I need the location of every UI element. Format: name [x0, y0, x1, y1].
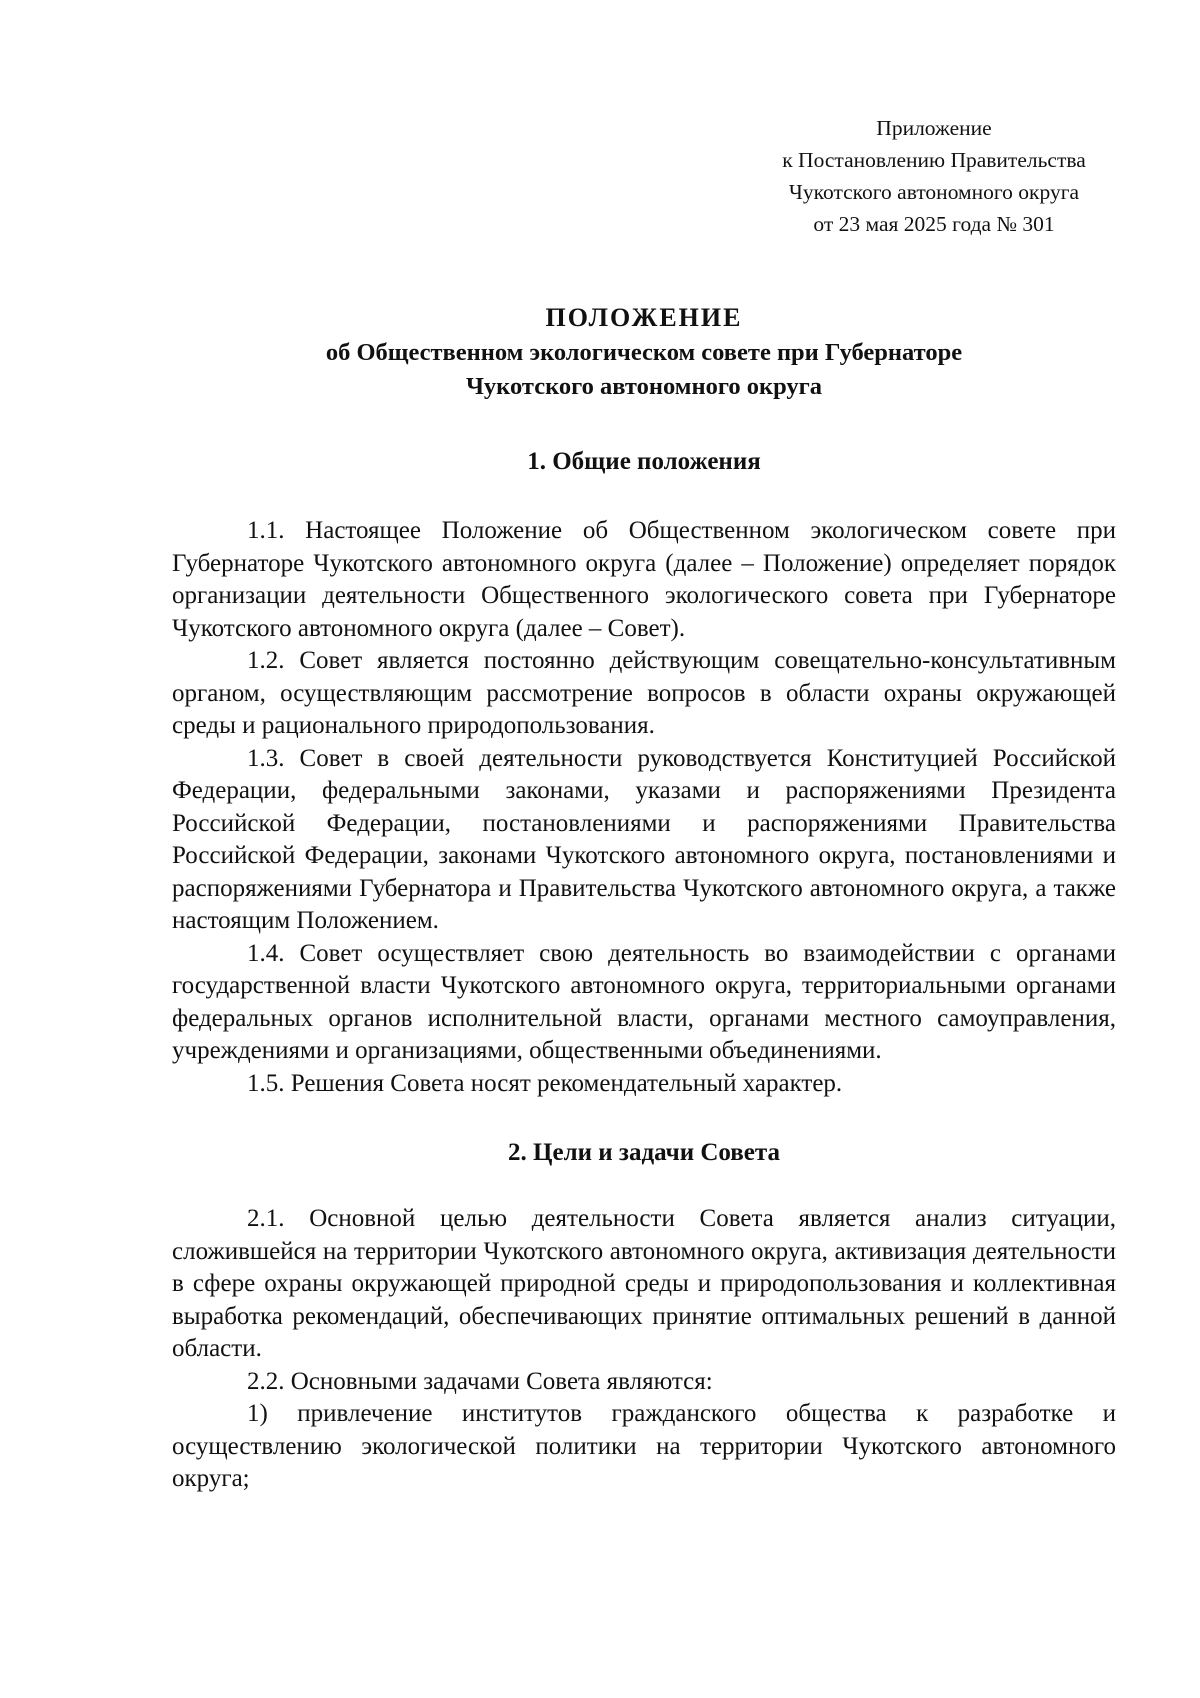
paragraph: 2.2. Основными задачами Совета являются: [247, 1367, 713, 1395]
paragraph: 1.2. Совет является постоянно действующим совещательно-консультативным органом, осуществляющим рассмотрение вопросов в области охраны окружающей среды и рационального природопользования. [172, 647, 1116, 739]
appendix-line: от 23 мая 2025 года № 301 [813, 212, 1055, 236]
paragraph: 1.1. Настоящее Положение об Общественном экологическом совете при Губернаторе Чукотского автономного округа (далее – Положение) определяет порядок организации деятельности Общественного экологического совета при Губернаторе Чукотского автономного округа (далее – Совет). [172, 517, 1116, 642]
paragraph: 2.1. Основной целью деятельности Совета является анализ ситуации, сложившейся на территории Чукотского автономного округа, активизация деятельности в сфере охраны окружающей природной среды и природопользования и коллективная выработка рекомендаций, обеспечивающих принятие оптимальных решений в данной области. [172, 1205, 1116, 1362]
section-heading: 1. Общие положения [527, 448, 761, 475]
appendix-line: к Постановлению Правительства [782, 148, 1086, 172]
document-title-block [172, 300, 1116, 404]
appendix-line: Чукотского автономного округа [788, 180, 1080, 204]
paragraph: 1.5. Решения Совета носят рекомендательный характер. [247, 1069, 843, 1097]
paragraph: 1.4. Совет осуществляет свою деятельность во взаимодействии с органами государственной власти Чукотского автономного округа, территориальными органами федеральных органов исполнительной власти, органами местного самоуправления, учреждениями и организациями, общественными объединениями. [172, 939, 1116, 1064]
document-subtitle: об Общественном экологическом совете при Губернаторе [325, 339, 963, 366]
paragraph: 1.3. Совет в своей деятельности руководствуется Конституцией Российской Федерации, федеральными законами, указами и распоряжениями Президента Российской Федерации, постановлениями и распоряжениями Правительства Российской Федерации, законами Чукотского автономного округа, постановлениями и распоряжениями Губернатора и Правительства Чукотского автономного округа, а также настоящим Положением. [172, 744, 1116, 934]
appendix-header [752, 112, 1116, 240]
document-subtitle: Чукотского автономного округа [465, 373, 823, 400]
appendix-line: Приложение [876, 116, 992, 140]
document-title: ПОЛОЖЕНИЕ [545, 303, 743, 332]
section-heading: 2. Цели и задачи Совета [508, 1139, 780, 1166]
section-body [172, 515, 1116, 1100]
paragraph: 1) привлечение институтов гражданского общества к разработке и осуществлению экологической политики на территории Чукотского автономного округа; [172, 1400, 1116, 1492]
section-body [172, 1203, 1116, 1496]
document-content [172, 112, 1116, 1496]
